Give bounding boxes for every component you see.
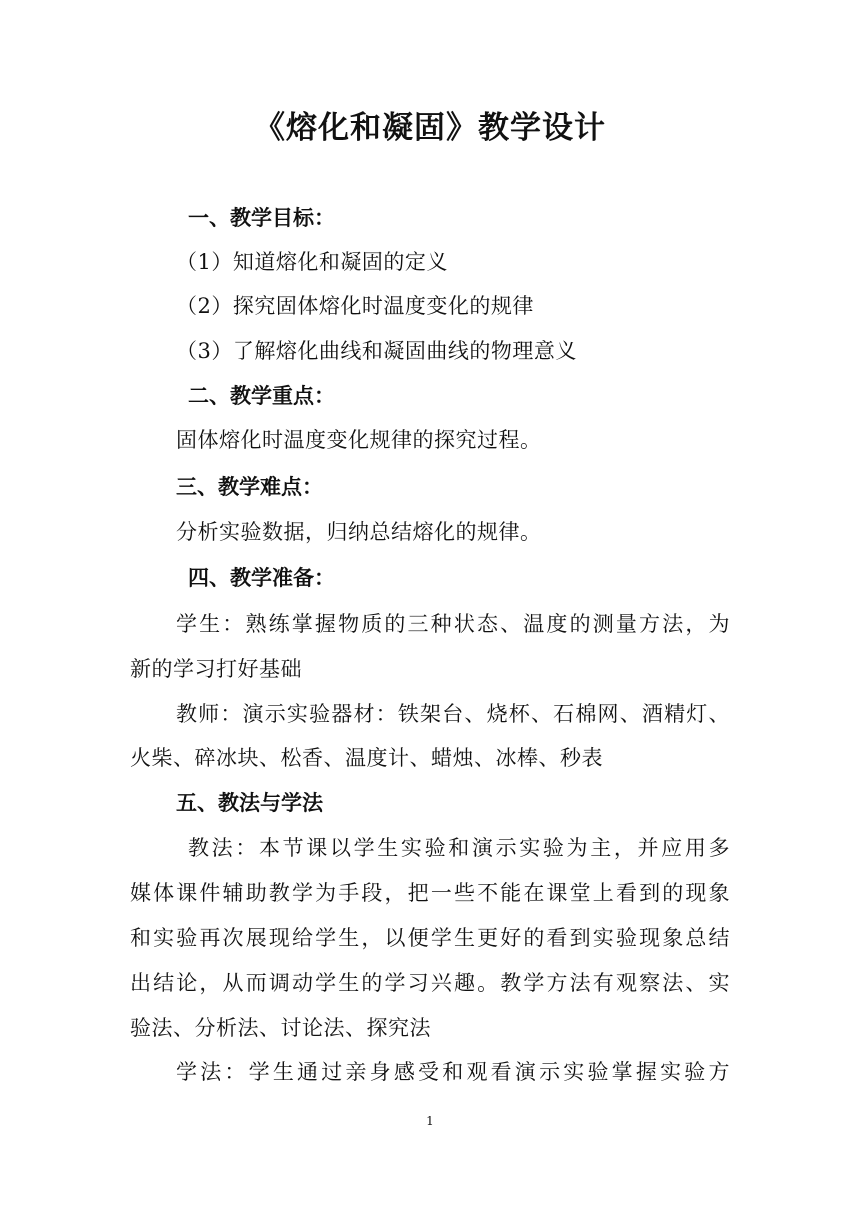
teaching-method-line-3: 和实验再次展现给学生，以便学生更好的看到实验现象总结 <box>130 926 730 950</box>
methods-heading: 五、教法与学法 <box>176 791 323 815</box>
learning-method-line-1: 学法：学生通过亲身感受和观看演示实验掌握实验方 <box>176 1060 730 1084</box>
teaching-method-line-4: 出结论，从而调动学生的学习兴趣。教学方法有观察法、实 <box>130 971 730 995</box>
teaching-method-line-5: 验法、分析法、讨论法、探究法 <box>130 1016 431 1040</box>
difficulty-heading: 三、教学难点： <box>176 475 323 499</box>
document-title: 《熔化和凝固》教学设计 <box>254 110 606 146</box>
objectives-heading: 一、教学目标： <box>188 206 335 230</box>
preparation-student-line-2: 新的学习打好基础 <box>130 657 302 681</box>
preparation-heading: 四、教学准备： <box>188 566 335 590</box>
teaching-method-line-2: 媒体课件辅助教学为手段，把一些不能在课堂上看到的现象 <box>130 881 730 905</box>
preparation-student-line-1: 学生：熟练掌握物质的三种状态、温度的测量方法，为 <box>176 612 730 636</box>
preparation-teacher-line-2: 火柴、碎冰块、松香、温度计、蜡烛、冰棒、秒表 <box>130 746 603 770</box>
teaching-method-line-1: 教法：本节课以学生实验和演示实验为主，并应用多 <box>188 836 730 860</box>
objective-item-3: （3）了解熔化曲线和凝固曲线的物理意义 <box>176 339 577 363</box>
difficulty-text: 分析实验数据，归纳总结熔化的规律。 <box>176 520 542 544</box>
objective-item-2: （2）探究固体熔化时温度变化的规律 <box>176 294 534 318</box>
preparation-teacher-line-1: 教师：演示实验器材：铁架台、烧杯、石棉网、酒精灯、 <box>176 702 730 726</box>
key-point-heading: 二、教学重点： <box>188 384 335 408</box>
page-number: 1 <box>426 1114 434 1128</box>
key-point-text: 固体熔化时温度变化规律的探究过程。 <box>176 428 542 452</box>
objective-item-1: （1）知道熔化和凝固的定义 <box>176 250 448 274</box>
